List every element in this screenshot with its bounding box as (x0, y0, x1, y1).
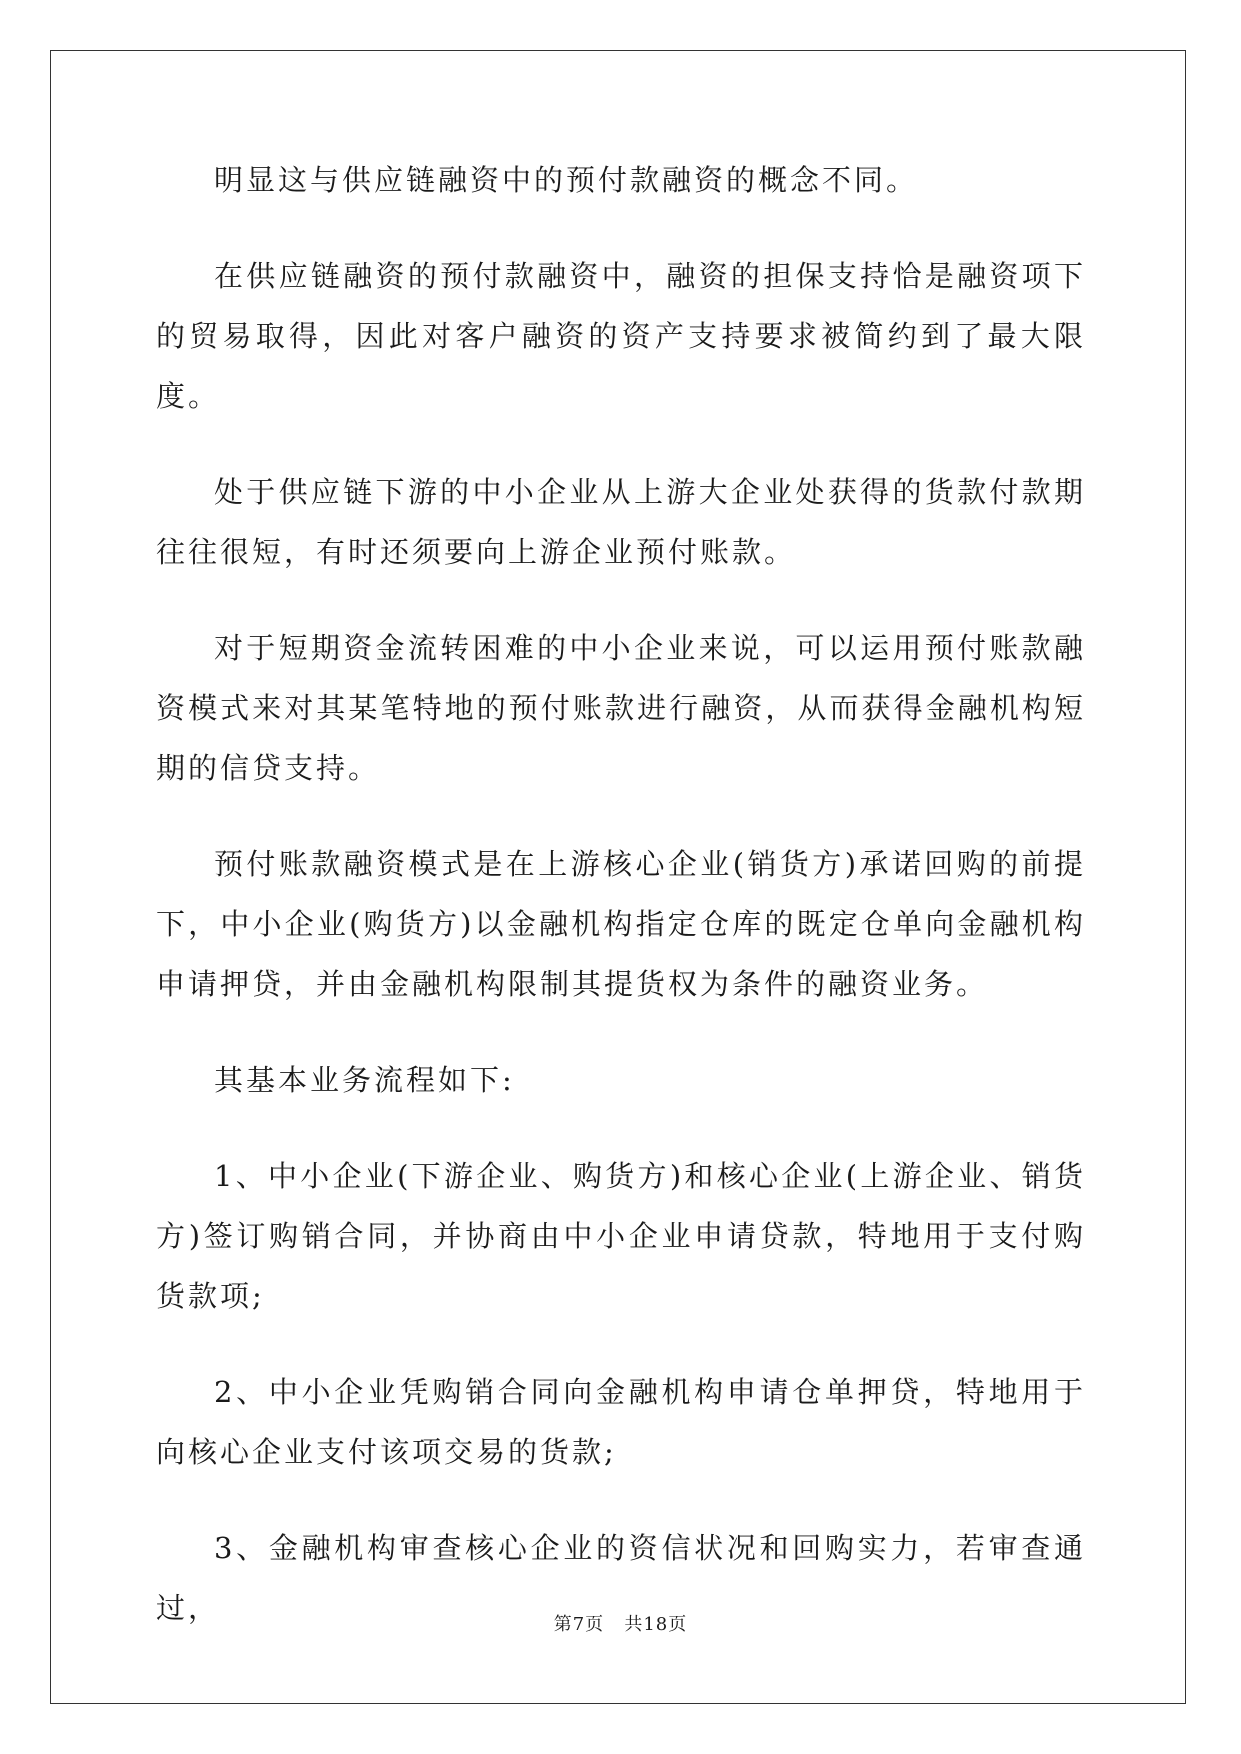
document-body (156, 150, 1086, 1674)
list-item: 1、中小企业(下游企业、购货方)和核心企业(上游企业、销货方)签订购销合同，并协商由中小企业申请贷款，特地用于支付购货款项; (156, 1159, 1086, 1313)
paragraph: 在供应链融资的预付款融资中，融资的担保支持恰是融资项下的贸易取得，因此对客户融资的资产支持要求被简约到了最大限度。 (156, 259, 1086, 413)
page-number: 第7页 (553, 1614, 605, 1635)
page-footer (0, 1610, 1241, 1636)
page-total: 共18页 (624, 1614, 688, 1635)
paragraph: 预付账款融资模式是在上游核心企业(销货方)承诺回购的前提下，中小企业(购货方)以金融机构指定仓库的既定仓单向金融机构申请押贷，并由金融机构限制其提货权为条件的融资业务。 (156, 847, 1086, 1001)
paragraph: 明显这与供应链融资中的预付款融资的概念不同。 (214, 163, 919, 197)
paragraph: 其基本业务流程如下: (214, 1063, 515, 1097)
paragraph: 对于短期资金流转困难的中小企业来说，可以运用预付账款融资模式来对其某笔特地的预付账款进行融资，从而获得金融机构短期的信贷支持。 (156, 631, 1086, 785)
paragraph: 处于供应链下游的中小企业从上游大企业处获得的货款付款期往往很短，有时还须要向上游企业预付账款。 (156, 475, 1086, 569)
list-item: 2、中小企业凭购销合同向金融机构申请仓单押贷，特地用于向核心企业支付该项交易的货款; (156, 1375, 1086, 1469)
list-item: 3、金融机构审查核心企业的资信状况和回购实力，若审查通过， (156, 1531, 1086, 1625)
